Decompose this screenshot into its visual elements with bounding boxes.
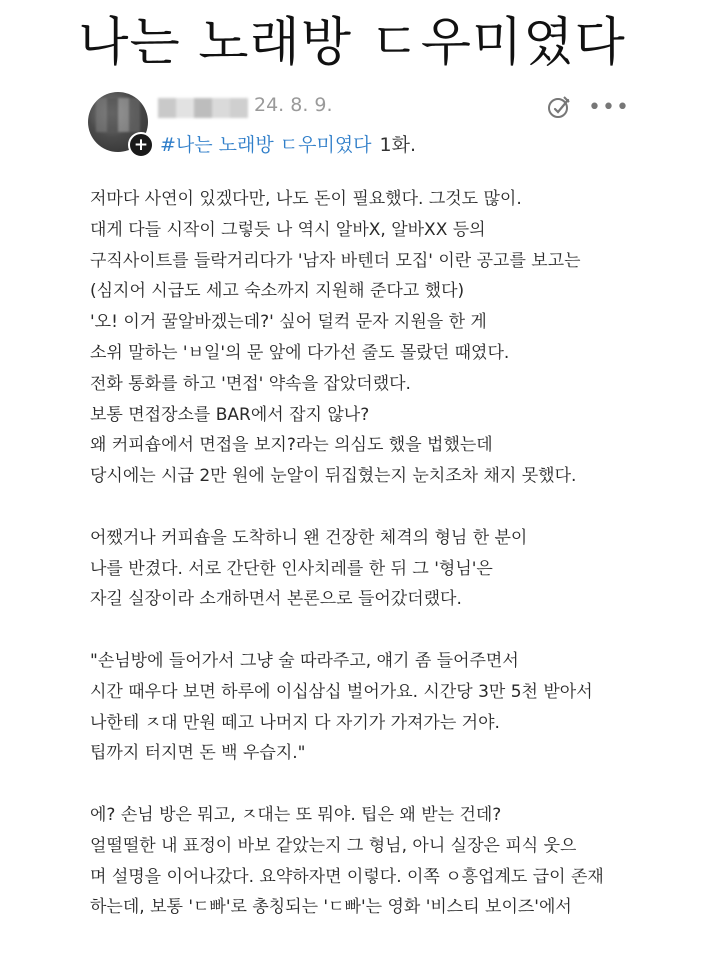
body-text-line: 당시에는 시급 2만 원에 눈알이 뒤집혔는지 눈치조차 채지 못했다.	[90, 466, 577, 487]
body-text-line: 소위 말하는 'ㅂ일'의 문 앞에 다가선 줄도 몰랐던 때였다.	[90, 342, 510, 363]
body-text-line: 나를 반겼다. 서로 간단한 인사치레를 한 뒤 그 '형님'은	[90, 558, 493, 579]
body-text-line: 에? 손님 방은 뭐고, ㅈ대는 또 뭐야. 팁은 왜 받는 건데?	[90, 804, 502, 825]
edit-icon[interactable]	[546, 94, 572, 120]
body-text-line: 팁까지 터지면 돈 백 우습지."	[90, 743, 306, 764]
body-text-line: 얼떨떨한 내 표정이 바보 같았는지 그 형님, 아니 실장은 피식 웃으	[90, 835, 577, 856]
body-text-line: '오! 이거 꿀알바겠는데?' 싶어 덜컥 문자 지원을 한 게	[90, 312, 487, 333]
body-text-line: 자길 실장이라 소개하면서 본론으로 들어갔더랬다.	[90, 589, 462, 610]
body-text-line: 전화 통화를 하고 '면접' 약속을 잡았더랬다.	[90, 373, 411, 394]
body-text-line: 왜 커피숍에서 면접을 보지?라는 의심도 했을 법했는데	[90, 435, 493, 456]
hashtag-line	[160, 130, 416, 157]
post-body	[90, 184, 690, 954]
body-text-line: 저마다 사연이 있겠다만, 나도 돈이 필요했다. 그것도 많이.	[90, 189, 522, 209]
episode-label: 1화.	[379, 134, 417, 156]
body-text-line: 시간 때우다 보면 하루에 이십삼십 벌어가요. 시간당 3만 5천 받아서	[90, 681, 593, 702]
body-paragraph	[90, 184, 690, 492]
body-text-line: 구직사이트를 들락거리다가 '남자 바텐더 모집' 이란 공고를 보고는	[90, 250, 581, 271]
body-text-line: (심지어 시급도 세고 숙소까지 지원해 준다고 했다)	[90, 281, 465, 302]
body-text-line: 나한테 ㅈ대 만원 떼고 나머지 다 자기가 가져가는 거야.	[90, 712, 500, 733]
body-text-line: 대게 다들 시작이 그렇듯 나 역시 알바X, 알바XX 등의	[90, 219, 486, 240]
body-text-line: 하는데, 보통 'ㄷ빠'로 총칭되는 'ㄷ빠'는 영화 '비스티 보이즈'에서	[90, 897, 572, 918]
body-paragraph	[90, 800, 690, 923]
body-text-line: "손님방에 들어가서 그냥 술 따라주고, 얘기 좀 들어주면서	[90, 650, 519, 671]
more-options-icon[interactable]: •••	[588, 95, 630, 120]
body-paragraph	[90, 523, 690, 615]
body-text-line: 며 설명을 이어나갔다. 요약하자면 이렇다. 이쪽 ㅇ흥업계도 급이 존재	[90, 866, 604, 887]
post-header	[88, 90, 628, 160]
hashtag-link[interactable]: #나는 노래방 ㄷ우미였다	[160, 134, 372, 156]
body-text-line: 어쨌거나 커피숍을 도착하니 왠 건장한 체격의 형님 한 분이	[90, 527, 528, 548]
post-title-headline: 나는 노래방 ㄷ우미였다	[78, 13, 626, 73]
follow-plus-icon[interactable]: +	[128, 132, 154, 158]
body-text-line: 보통 면접장소를 BAR에서 잡지 않나?	[90, 404, 370, 425]
body-paragraph	[90, 646, 690, 769]
username-blurred[interactable]	[158, 98, 248, 118]
post-date: 24. 8. 9.	[254, 94, 333, 116]
